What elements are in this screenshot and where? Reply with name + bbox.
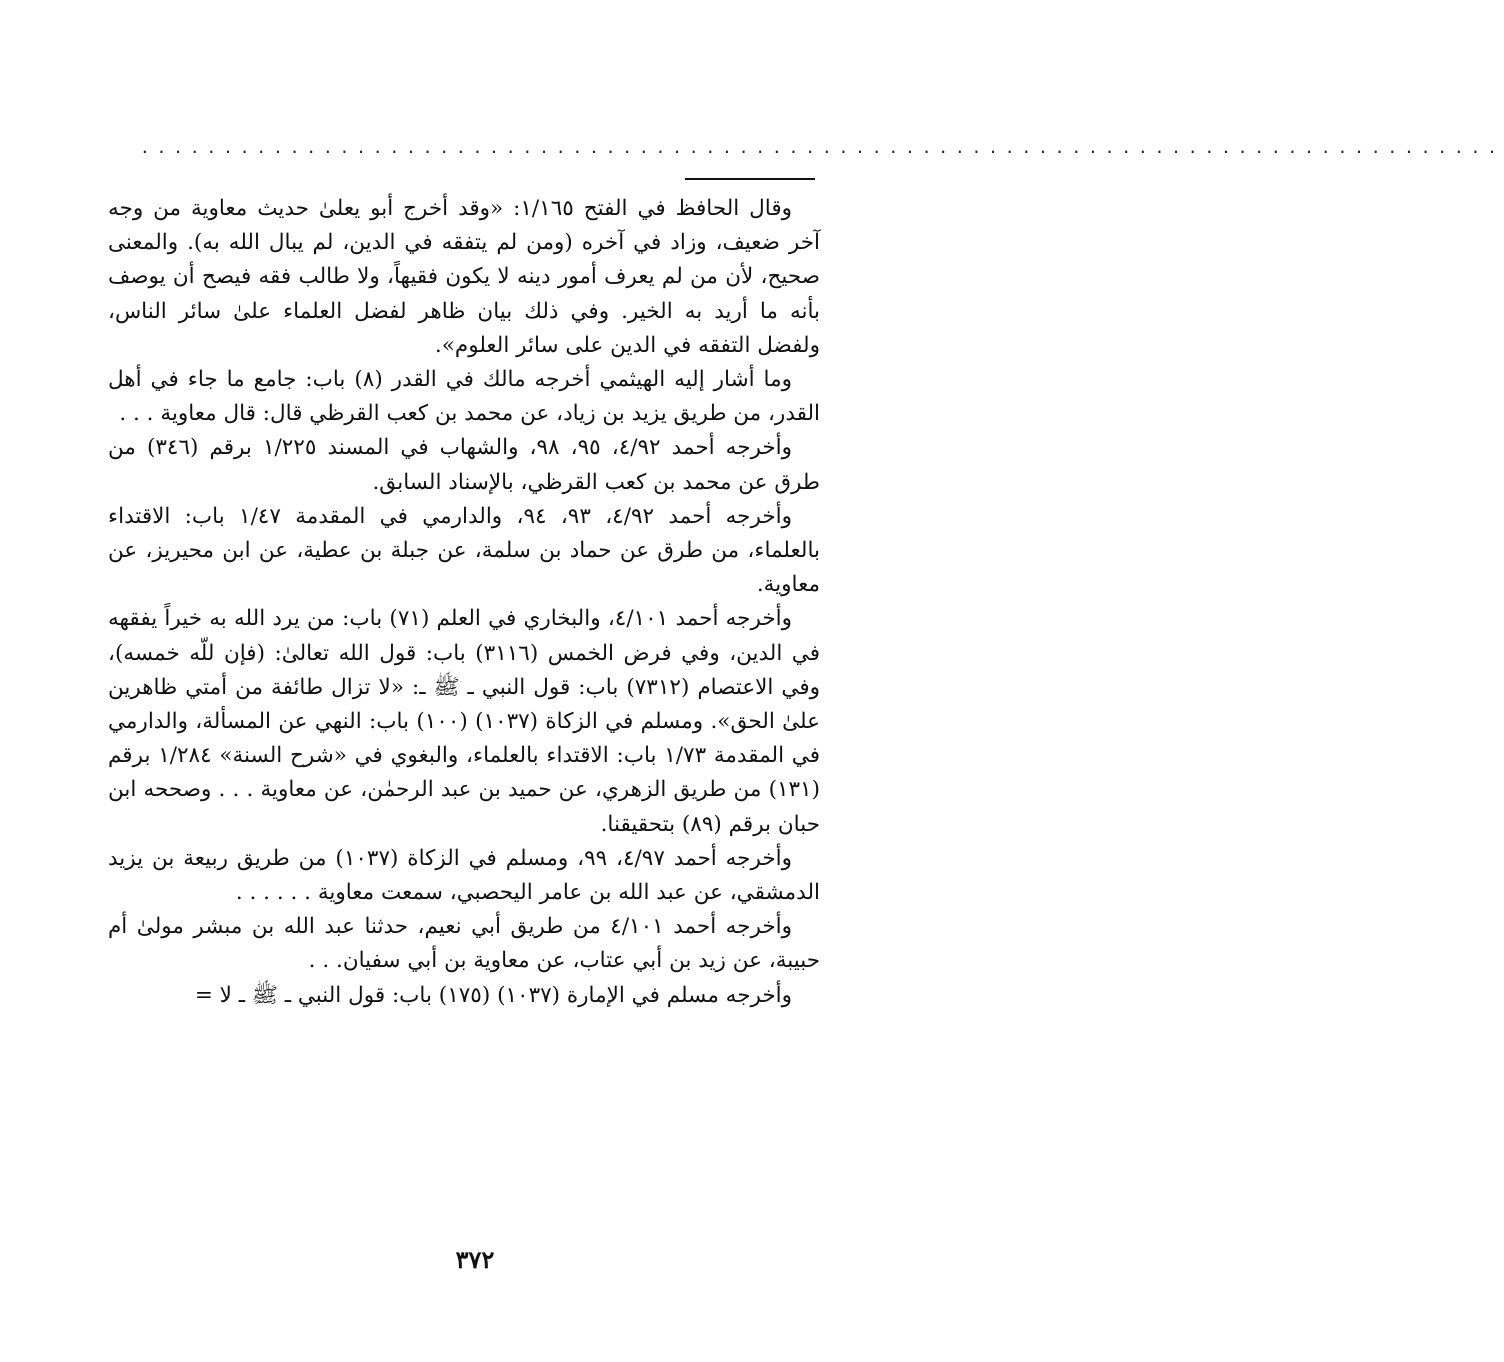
footnote-paragraph: وأخرجه أحمد ٤/٩٢، ٩٣، ٩٤، والدارمي في المقدمة ١/٤٧ باب: الاقتداء بالعلماء، من طرق عن حماد بن سلمة، عن جبلة بن عطية، عن ابن محيريز، عن معاوية. bbox=[108, 503, 820, 598]
footnote-paragraph: وأخرجه أحمد ٤/٩٢، ٩٥، ٩٨، والشهاب في المسند ١/٢٢٥ برقم (٣٤٦) من طرق عن محمد بن كعب القرظي، بالإسناد السابق. bbox=[108, 435, 820, 495]
page-number: ٣٧٢ bbox=[455, 1245, 495, 1274]
footnote-paragraph: وأخرجه أحمد ٤/١٠١ من طريق أبي نعيم، حدثنا عبد الله بن مبشر مولىٰ أم حبيبة، عن زيد بن أبي عتاب، عن معاوية بن أبي سفيان. . . bbox=[108, 914, 820, 974]
dotted-separator: .................................................................................. bbox=[140, 138, 1504, 157]
footnote-paragraph: وأخرجه مسلم في الإمارة (١٠٣٧) (١٧٥) باب: قول النبي ـ ﷺ ـ لا = bbox=[194, 982, 792, 1008]
footnote-paragraph: وأخرجه أحمد ٤/٩٧، ٩٩، ومسلم في الزكاة (١٠٣٧) من طريق ربيعة بن يزيد الدمشقي، عن عبد الله بن عامر اليحصبي، سمعت معاوية . . . . . . bbox=[108, 845, 820, 906]
footnote-rule bbox=[685, 178, 815, 180]
footnote-paragraph: وأخرجه أحمد ٤/١٠١، والبخاري في العلم (٧١) باب: من يرد الله به خيراً يفقهه في الدين، وفي فرض الخمس (٣١١٦) باب: قول الله تعالىٰ: (فإن للّه خمسه)، وفي الاعتصام (٧٣١٢) باب: قول النبي ـ ﷺ ـ: «لا تزال طائفة من أمتي ظاهرين علىٰ الحق». ومسلم في الزكاة (١٠٣٧) (١٠٠) باب: النهي عن المسألة، والدارمي في المقدمة ١/٧٣ باب: الاقتداء بالعلماء، والبغوي في «شرح السنة» ١/٢٨٤ برقم (١٣١) من طريق الزهري، عن حميد بن عبد الرحمٰن، عن معاوية . . . وصححه ابن حبان برقم (٨٩) بتحقيقنا. bbox=[108, 606, 820, 837]
footnote-body bbox=[108, 192, 820, 1013]
footnote-paragraph: وقال الحافظ في الفتح ١/١٦٥: «وقد أخرج أبو يعلىٰ حديث معاوية من وجه آخر ضعيف، وزاد في آخره (ومن لم يتفقه في الدين، لم يبال الله به). والمعنى صحيح، لأن من لم يعرف أمور دينه لا يكون فقيهاً، ولا طالب فقه فيصح أن يوصف بأنه ما أريد به الخير. وفي ذلك بيان ظاهر لفضل العلماء علىٰ سائر الناس، ولفضل التفقه في الدين على سائر العلوم». bbox=[108, 196, 820, 358]
footnote-paragraph: وما أشار إليه الهيثمي أخرجه مالك في القدر (٨) باب: جامع ما جاء في أهل القدر، من طريق يزيد بن زياد، عن محمد بن كعب القرظي قال: قال معاوية . . . bbox=[108, 367, 820, 427]
